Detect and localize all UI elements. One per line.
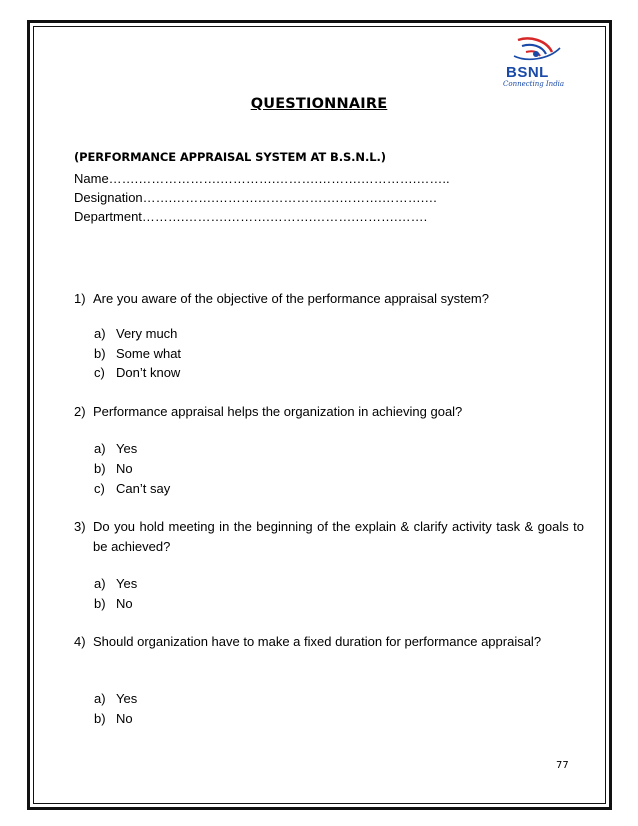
- question-1-option-b: [94, 344, 181, 364]
- option-label: Yes: [116, 691, 138, 706]
- question-2: [74, 402, 584, 422]
- question-4: [74, 632, 584, 652]
- question-1-option-a: [94, 324, 177, 344]
- question-2-option-b: [94, 459, 133, 479]
- question-4-option-a: [94, 689, 137, 709]
- bsnl-logo-tagline: Connecting India: [503, 80, 565, 88]
- question-3-option-b: [94, 594, 133, 614]
- question-3-option-a: [94, 574, 137, 594]
- option-letter: b): [94, 346, 106, 361]
- option-label: Yes: [116, 441, 138, 456]
- page-title: QUESTIONNAIRE: [250, 96, 388, 112]
- option-letter: c): [94, 365, 105, 380]
- option-letter: a): [94, 576, 106, 591]
- page-number: 77: [556, 760, 569, 771]
- department-field: Department……….……….……….……….……….……….…….: [74, 209, 428, 224]
- question-text: Performance appraisal helps the organization in achieving goal?: [93, 404, 463, 419]
- option-label: Can’t say: [116, 481, 171, 496]
- option-letter: a): [94, 691, 106, 706]
- question-number: 2): [74, 404, 86, 419]
- option-label: Don’t know: [116, 365, 181, 380]
- question-2-option-a: [94, 439, 137, 459]
- question-4-option-b: [94, 709, 133, 729]
- question-text: Do you hold meeting in the beginning of the explain & clarify activity task & goals to be achieved?: [93, 519, 584, 554]
- name-field: Name…….……………….………….……….……….………….……..: [74, 171, 450, 186]
- option-label: No: [116, 461, 133, 476]
- question-2-option-c: [94, 479, 170, 499]
- option-letter: c): [94, 481, 105, 496]
- option-label: No: [116, 711, 133, 726]
- question-number: 1): [74, 291, 86, 306]
- option-label: No: [116, 596, 133, 611]
- bsnl-logo-text: BSNL: [506, 64, 549, 81]
- option-label: Yes: [116, 576, 138, 591]
- question-text: Should organization have to make a fixed duration for performance appraisal?: [93, 634, 542, 649]
- option-letter: b): [94, 461, 106, 476]
- page-subtitle: (PERFORMANCE APPRAISAL SYSTEM AT B.S.N.L.): [74, 150, 386, 164]
- option-letter: a): [94, 326, 106, 341]
- option-letter: a): [94, 441, 106, 456]
- question-1: [74, 289, 584, 309]
- option-letter: b): [94, 596, 106, 611]
- question-text: Are you aware of the objective of the performance appraisal system?: [93, 291, 489, 306]
- designation-field: Designation…….……….……….……………….……….……….…: [74, 190, 438, 205]
- option-letter: b): [94, 711, 106, 726]
- question-number: 3): [74, 519, 86, 534]
- option-label: Some what: [116, 346, 182, 361]
- question-1-option-c: [94, 363, 180, 383]
- option-label: Very much: [116, 326, 178, 341]
- question-number: 4): [74, 634, 86, 649]
- question-3: [74, 517, 584, 557]
